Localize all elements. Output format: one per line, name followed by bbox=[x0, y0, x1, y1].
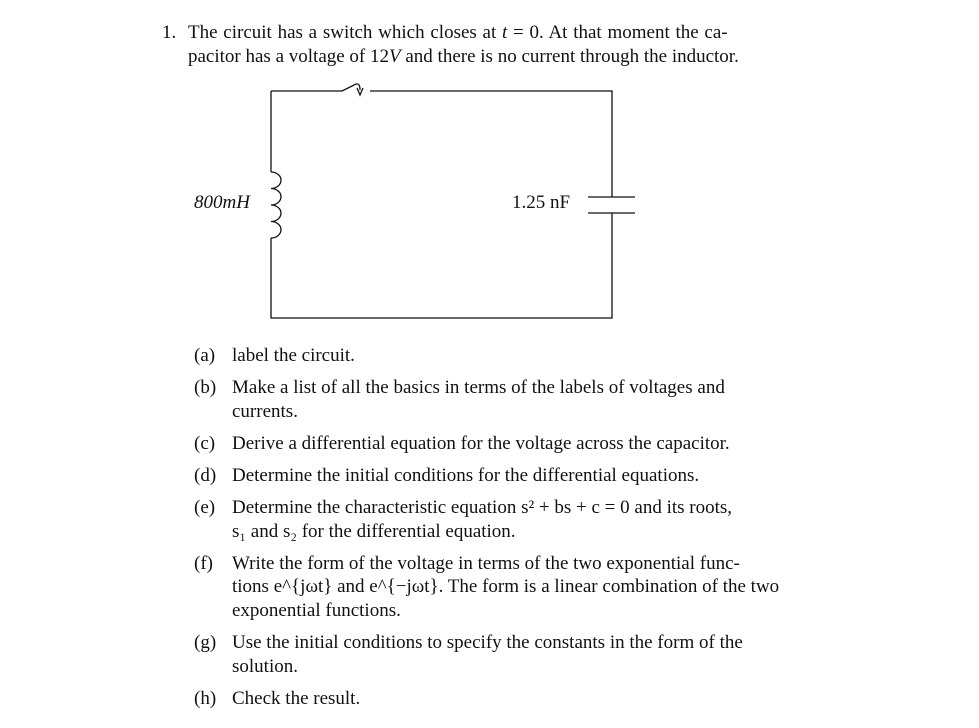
sub-question-text: solution. bbox=[232, 656, 298, 677]
inductor-label: 800mH bbox=[194, 192, 250, 213]
sub-question-text: Check the result. bbox=[232, 688, 361, 709]
sub-question-label: (g) bbox=[194, 632, 217, 653]
sub-question-label: (a) bbox=[194, 345, 216, 366]
sub-question-text: label the circuit. bbox=[232, 345, 355, 366]
sub-question-label: (h) bbox=[194, 688, 217, 709]
sub-question-text: exponential functions. bbox=[232, 600, 401, 621]
sub-question-text: Use the initial conditions to specify the constants in the form of the bbox=[232, 632, 743, 653]
sub-question-text: Determine the characteristic equation s² + bs + c = 0 and its roots, bbox=[232, 497, 733, 518]
sub-question-text: Derive a differential equation for the voltage across the capacitor. bbox=[232, 433, 730, 454]
sub-question-label: (b) bbox=[194, 377, 217, 398]
text: and there is no current through the inductor. bbox=[400, 46, 739, 67]
text: pacitor has a voltage of 12 bbox=[188, 46, 390, 67]
sub-question-text: s₁ and s₂ for the differential equation. bbox=[232, 521, 516, 542]
circuit-diagram bbox=[0, 0, 979, 340]
capacitor-icon bbox=[588, 197, 635, 213]
text: = 0. At that moment the ca- bbox=[513, 22, 728, 43]
wire-top-right bbox=[370, 91, 612, 197]
sub-question-text: Determine the initial conditions for the differential equations. bbox=[232, 465, 700, 486]
sub-question-label: (c) bbox=[194, 433, 216, 454]
inductor-icon bbox=[271, 172, 281, 238]
sub-question-label: (e) bbox=[194, 497, 216, 518]
sub-question-label: (d) bbox=[194, 465, 217, 486]
var-v: V bbox=[389, 46, 401, 67]
wire-right-lower bbox=[271, 213, 612, 318]
sub-question-label: (f) bbox=[194, 553, 213, 574]
var-t: t bbox=[502, 22, 508, 43]
text: The circuit has a switch which closes at bbox=[188, 22, 497, 43]
sub-question-text: Write the form of the voltage in terms of the two exponential func- bbox=[232, 553, 740, 574]
problem-number: 1. bbox=[162, 22, 177, 43]
sub-question-text: tions e^{jωt} and e^{−jωt}. The form is a linear combination of the two bbox=[232, 576, 780, 597]
sub-question-text: currents. bbox=[232, 401, 298, 422]
capacitor-label: 1.25 nF bbox=[512, 192, 571, 213]
sub-question-text: Make a list of all the basics in terms of the labels of voltages and bbox=[232, 377, 725, 398]
